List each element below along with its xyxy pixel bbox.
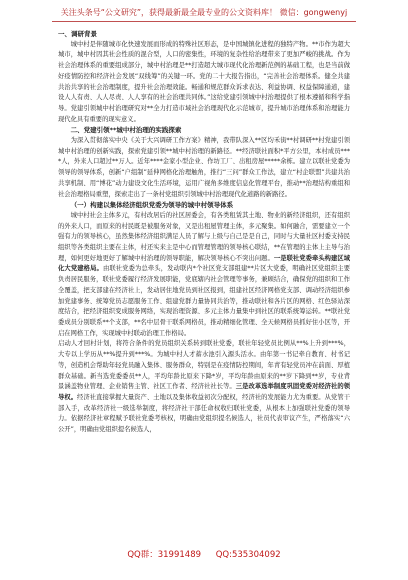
paragraph-text: 经济社直接掌握大量资产、土地以及集体收益初次分配权，经济社的发展能力尤为重要。从党管干部入手，改革经济社一级选举制度，将经济社干部任命权收归联社党委，从根本上加强联社党委的领导力。依据经济社章程赋予联社党委考核权，明确由党组织提名候选人，社员代表审议产生，严格落实“六公开”，明确由党组织提名候选人，: [58, 393, 350, 434]
paragraph: 为深入贯彻落实中央《关于大兴调研工作方案》精神，我带队深入**区均禾街**村调研**村党建引领城中村治理的创新实践，探索党建引领**城中村治理的新路径。**经济联社面积*平方公里，本村成员****人，外来人口超过**万人。近年****金家小型企业、作坊工厂、出租房屋*****余栋。建立以联社党委为领导的领导体系，创新“户组制”延伸网格化治理触角，推行“三问”群众工作法，建立“村企联盟”共建共治共享机制、用“博花”动力建设文化生活环境，运用广视角多维度信息化管理平台，推动**治理结构重组和社会治理格局重塑，探索走出了一条村党组织引领城中村治理现代化道路的新路径。: [58, 137, 350, 198]
paragraph-text: 启动人才回村计划，将符合条件的党员组织关系转到联社党委，联社年轻党员比例从**%上升到***%，大专以上学历从**%提升到***%。为城中村人才蓄水池引入源头活水。由年第一书记牵自教育、村书记等，创造机会帮助年轻党员融入集体、服务群众，特别是在疫情防控期间，年青有轻党员冲在前面、厚植群众基础。新当选党委委员**人，平均年龄比原来下降*岁，平均年龄由原来的**岁下降到**岁，专业背景涵盖物业管理、企业销售主管、社区工作者、经济社社长等。: [58, 340, 350, 391]
bold-point: 一是联社党委牵头构建区域化大党建格局。: [58, 254, 351, 273]
subsection-heading: （一）构建以集体经济组织党委为领导的城中村领导体系: [70, 201, 234, 210]
bold-point: 三是改革选举制度巩固党委对经济社的领导权。: [58, 383, 351, 401]
header-divider: [52, 21, 356, 22]
section-heading: 二、党建引领**城中村治理的实践探索: [70, 126, 182, 135]
paragraph: [58, 211, 350, 339]
paragraph: [58, 339, 350, 435]
paragraph-text: 由联社党委为总牵头，发动联内*个社区党支部组建**片区大党委，明确社区党组织主要负责居民服务，联社党委履行经济发展职能，党底辖内社会管理等事务，兼顾结合，确保党的组织和工作全覆盖，把支部建在经济社上，发动居住地党员到社区报到，组建社区经济网格党支部、调动经济组织参加党建事务、统筹党员志愿服务工作、组建党群力量协同共治等，推动联社和各片区的网格、红色驿站深度结合，把经济组织变成服务网络，实现治理资源、多元主体力量集中到社区的联系统筹运转。**联社党委成员分别联系**个支部，**名中层骨干联系网格员，推动精细化管理、全天候网格员抓好住小区等，开启在网格工作，实现城中村联动治理工作格局。: [58, 265, 350, 337]
section-heading: 一、调研背景: [58, 30, 97, 38]
paragraph-text: 城中村社会主体多元，有村改居后的社区居委会，有各类租赁其土地、物业的新经济组织，还有组织的外来人口，而原来的村民既是被服务对象，又是出租屋管理主体，多元聚集。如何融合，需要建立一个强有力的领导核心，虽然集体经济组织满足人员了解与上级与自己是是自己，同时与大量社区村委支持民组织等各类组织主要在主体，村还实来主是中心而管理管理的领导核心联结，**在管理的主体上主导与治理，如何更好地更好了解城中村治理的领导职能，解决领导核心不突出问题。: [58, 211, 350, 262]
document-body: [58, 29, 350, 436]
footer-qq-group: QQ群：31991489: [127, 550, 202, 560]
page-footer: [0, 548, 408, 560]
page-header-banner: 关注头条号“公文研究”，获得最新最全最专业的公文资料库！ 微信：gongwenyj: [60, 8, 348, 17]
footer-qq-contact: QQ:535304092: [215, 550, 281, 560]
paragraph: 城中村是伴随城市化快速发展而形成的特殊社区形态，是中国城镇化进程的独特产物。**市作为超大城市，城中村因其社会性质的混合型，人口的密集性，环境的复杂性给治理带来了更加严峻的挑战。作为社会治理体系的重要组成部分，城中村治理是**打造超大城市现代化治理新范例的基础工程，也是当前做好疫情防控和经济社会发展“双线筹”的关键一环。党的二十大报告指出，“完善社会治理体系。健全共建共治共享的社会治理制度，提升社会治理效能。畅通和规范群众诉求表达、利益协调、权益保障通道，建设人人有责、人人尽责、人人享有的社会治理共同体。”这给党建引领城中村治理提供了根本遵循和科学指导。党建引领城中村治理研究对**全力打造市域社会治理现代化示范城市，提升城市治理体系和治理能力现代化具有重要的现实意义。: [58, 40, 350, 123]
